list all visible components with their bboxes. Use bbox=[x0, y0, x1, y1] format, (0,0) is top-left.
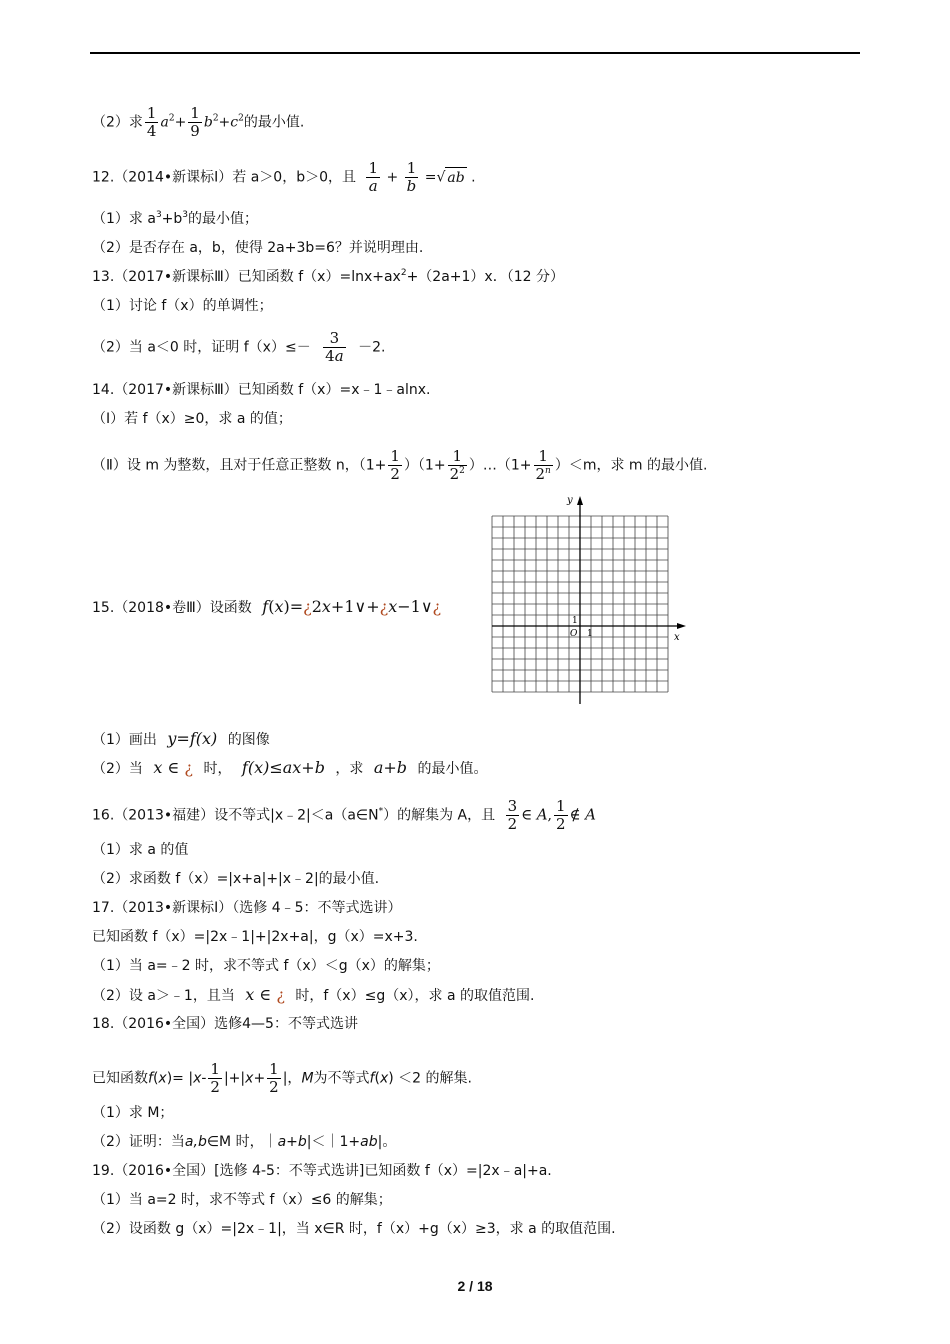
fraction: $\frac{1}{2}$ bbox=[210, 1060, 220, 1096]
q14-head: 14.（2017•新课标Ⅲ）已知函数 f（x）=x﹣1﹣alnx. bbox=[92, 382, 431, 398]
q15-head: 15.（2018•卷Ⅲ）设函数 f(x)=¿2x+1∨+¿x−1∨¿ bbox=[92, 597, 442, 616]
q18-part2: （2）证明：当a,b∈M 时，｜a+b|＜｜1+ab|。 bbox=[92, 1134, 397, 1150]
fraction: $\frac{1}{9}$ bbox=[190, 104, 200, 140]
q16-head: 16.（2013•福建）设不等式|x﹣2|＜a（a∈N*）的解集为 A，且 $\frac{3}{2}$ ∈ A, $\frac{1}{2}$ ∉ A bbox=[92, 797, 596, 833]
q17-formula: x ∈ ¿ bbox=[245, 985, 285, 1004]
fraction: $\frac{1}{a}$ bbox=[368, 159, 379, 195]
x-axis-label: x bbox=[674, 632, 680, 643]
q13-head: 13.（2017•新课标Ⅲ）已知函数 $f(x)=\ln x+ax^2+(2a+1)x$．（12 分） bbox=[92, 268, 564, 285]
fraction: $\frac{3}{2}$ bbox=[507, 797, 518, 833]
q15-formula-sum: a+b bbox=[373, 758, 408, 777]
q15-part2: （2）当 x ∈ ¿ 时， f(x)≤ax+b ，求 a+b 的最小值。 bbox=[92, 758, 488, 777]
q17-part2: （2）设 a＞﹣1，且当 x ∈ ¿ 时，f（x）≤g（x），求 a 的取值范围. bbox=[92, 985, 535, 1004]
tick-label-x: 1 bbox=[587, 629, 593, 639]
q12-part1: （1）求 $a^3+b^3$的最小值； bbox=[92, 210, 259, 227]
q13-part2: （2）当 a＜0 时，证明 f（x）≤－ $\frac{3}{4a}$ －2. bbox=[92, 329, 386, 365]
q15-formula: f(x)=¿2x+1∨+¿x−1∨¿ bbox=[262, 597, 442, 616]
q15-formula-ineq: f(x)≤ax+b bbox=[241, 758, 325, 777]
fraction: $\frac{1}{2^2}$ bbox=[449, 447, 465, 483]
fraction: $\frac{3}{4a}$ bbox=[325, 329, 344, 365]
header-rule bbox=[90, 52, 860, 54]
fraction: $\frac{1}{2}$ bbox=[269, 1060, 279, 1096]
q17-line1: 已知函数 f（x）=|2x﹣1|+|2x+a|，g（x）=x+3. bbox=[92, 929, 418, 945]
fraction: $\frac{1}{2}$ bbox=[390, 447, 400, 483]
y-axis-arrow bbox=[577, 496, 583, 505]
y-axis-label: y bbox=[567, 495, 573, 506]
q12-part2: （2）是否存在 a，b，使得 2a+3b=6？并说明理由. bbox=[92, 240, 424, 256]
q16-part2: （2）求函数 f（x）=|x+a|+|x﹣2|的最小值. bbox=[92, 871, 380, 887]
q13-part1: （1）讨论 f（x）的单调性； bbox=[92, 298, 273, 314]
fraction: $\frac{1}{b}$ bbox=[406, 159, 417, 195]
q19-part1: （1）当 a=2 时，求不等式 f（x）≤6 的解集； bbox=[92, 1192, 392, 1208]
origin-label: O bbox=[570, 629, 578, 639]
q18-line1: 已知函数f(x)= |x- $\frac{1}{2}$ |+|x+ $\frac{1}{2}$ |，M为不等式f(x) ＜2 的解集. bbox=[92, 1060, 472, 1096]
fraction: $\frac{1}{4}$ bbox=[146, 104, 157, 140]
q18-part1: （1）求 M； bbox=[92, 1105, 174, 1121]
x-axis-arrow bbox=[677, 623, 686, 629]
q18-head: 18.（2016•全国）选修4—5：不等式选讲 bbox=[92, 1016, 358, 1032]
q15-formula-x: x ∈ ¿ bbox=[153, 758, 193, 777]
q15-formula-y: y=f(x) bbox=[167, 729, 218, 748]
fraction: $\frac{1}{2^n}$ bbox=[535, 447, 551, 483]
q17-part1: （1）当 a=﹣2 时，求不等式 f（x）＜g（x）的解集； bbox=[92, 958, 440, 974]
q19-part2: （2）设函数 g（x）=|2x﹣1|，当 x∈R 时，f（x）+g（x）≥3，求 a 的取值范围. bbox=[92, 1221, 616, 1237]
coordinate-grid bbox=[487, 494, 692, 710]
q15-part1: （1）画出 y=f(x) 的图像 bbox=[92, 729, 270, 748]
q14-part2: （Ⅱ）设 m 为整数，且对于任意正整数 n，（1+ $\frac{1}{2}$ ）（1+ $\frac{1}{2^2}$ ）…（1+ $\frac{1}{2^n}$ ）＜m，求 m 的最小值. bbox=[92, 447, 708, 483]
q17-head: 17.（2013•新课标Ⅰ）（选修 4﹣5：不等式选讲） bbox=[92, 900, 402, 916]
page-number: 2 / 18 bbox=[457, 1278, 493, 1294]
q12-head: 12.（2014•新课标Ⅰ）若 a＞0，b＞0，且 $\frac{1}{a}$ + $\frac{1}{b}$ =√ ab . bbox=[92, 159, 476, 195]
grid-chart bbox=[487, 494, 692, 710]
q11-part2: （2）求 $\frac{1}{4}$ $a^2+$ $\frac{1}{9}$ $b^2+c^2$的最小值. bbox=[92, 104, 305, 140]
q19-head: 19.（2016•全国）[选修 4-5：不等式选讲]已知函数 f（x）=|2x﹣a|+a. bbox=[92, 1163, 552, 1179]
fraction: $\frac{1}{2}$ bbox=[556, 797, 566, 833]
q14-part1: （Ⅰ）若 f（x）≥0，求 a 的值； bbox=[92, 411, 292, 427]
q16-part1: （1）求 a 的值 bbox=[92, 842, 189, 858]
tick-label-y: 1 bbox=[572, 616, 578, 626]
sqrt-ab: ab bbox=[445, 167, 466, 188]
